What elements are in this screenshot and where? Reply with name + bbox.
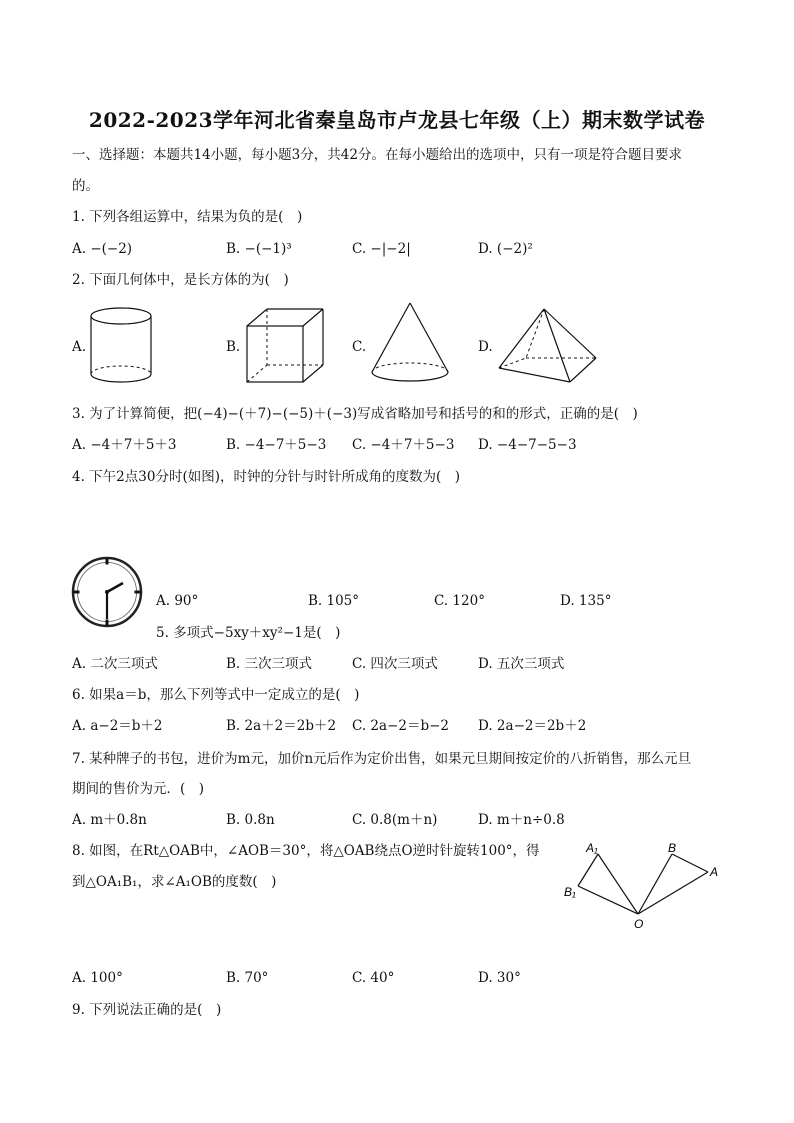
cylinder-figure xyxy=(88,304,156,386)
q4-option-c: C. 120° xyxy=(434,593,485,609)
q8-option-c: C. 40° xyxy=(352,970,395,986)
q8-option-d: D. 30° xyxy=(478,970,521,986)
q5-option-c: C. 四次三项式 xyxy=(352,656,438,672)
q4-option-b: B. 105° xyxy=(308,593,360,609)
question-9-stem: 9. 下列说法正确的是( ) xyxy=(72,1002,222,1018)
question-3-stem: 3. 为了计算简便，把(−4)−(＋7)−(−5)＋(−3)写成省略加号和括号的和的形式，正确的是( ) xyxy=(72,406,638,422)
q3-option-d: D. −4−7−5−3 xyxy=(478,437,577,453)
pyramid-figure xyxy=(496,306,600,386)
q8-option-b: B. 70° xyxy=(226,970,269,986)
q2-label-c: C. xyxy=(352,339,367,355)
label-b: B xyxy=(668,841,677,855)
question-8-stem-line2: 到△OA₁B₁，求∠A₁OB的度数( ) xyxy=(72,874,277,890)
q4-option-a: A. 90° xyxy=(156,593,199,609)
q7-option-b: B. 0.8n xyxy=(226,812,275,828)
section-instructions-line1: 一、选择题：本题共14小题，每小题3分，共42分。在每小题给出的选项中，只有一项是符合题目要求 xyxy=(72,147,682,163)
cube-figure xyxy=(244,306,326,386)
q2-label-b: B. xyxy=(226,339,241,355)
cone-figure xyxy=(368,300,452,388)
label-b1: B₁ xyxy=(564,885,576,899)
q3-option-c: C. −4＋7＋5−3 xyxy=(352,437,455,453)
label-a1: A₁ xyxy=(586,841,598,855)
question-6-stem: 6. 如果a＝b，那么下列等式中一定成立的是( ) xyxy=(72,687,360,703)
q3-option-a: A. −4＋7＋5＋3 xyxy=(72,437,177,453)
q6-option-b: B. 2a＋2＝2b＋2 xyxy=(226,718,337,734)
question-7-stem-line1: 7. 某种牌子的书包，进价为m元，加价n元后作为定价出售，如果元旦期间按定价的八折销售，那么元旦 xyxy=(72,751,692,767)
label-o: O xyxy=(634,917,644,931)
q7-option-d: D. m＋n÷0.8 xyxy=(478,812,565,828)
q1-option-a: A. −(−2) xyxy=(72,241,133,257)
q7-option-a: A. m＋0.8n xyxy=(72,812,147,828)
label-a: A xyxy=(710,865,719,879)
q6-option-c: C. 2a−2＝b−2 xyxy=(352,718,450,734)
q7-option-c: C. 0.8(m＋n) xyxy=(352,812,438,828)
question-7-stem-line2: 期间的售价为元．( ) xyxy=(72,781,205,797)
clock-figure xyxy=(70,555,144,629)
q1-option-d: D. (−2)² xyxy=(478,241,533,257)
section-instructions-line2: 的。 xyxy=(72,178,99,194)
q3-option-b: B. −4−7＋5−3 xyxy=(226,437,327,453)
q6-option-a: A. a−2＝b＋2 xyxy=(72,718,163,734)
rotation-figure xyxy=(556,836,726,932)
q1-option-c: C. −|−2| xyxy=(352,241,411,257)
question-8-stem-line1: 8. 如图，在Rt△OAB中，∠AOB＝30°，将△OAB绕点O逆时针旋转100°，得 xyxy=(72,843,540,859)
q8-option-a: A. 100° xyxy=(72,970,123,986)
q2-label-a: A. xyxy=(72,339,87,355)
question-2-stem: 2. 下面几何体中，是长方体的为( ) xyxy=(72,272,289,288)
q6-option-d: D. 2a−2＝2b＋2 xyxy=(478,718,587,734)
q1-option-b: B. −(−1)³ xyxy=(226,241,292,257)
page-title: 2022-2023学年河北省秦皇岛市卢龙县七年级（上）期末数学试卷 xyxy=(88,108,706,132)
question-5-stem: 5. 多项式−5xy＋xy²−1是( ) xyxy=(156,625,341,641)
q5-option-a: A. 二次三项式 xyxy=(72,656,158,672)
question-4-stem: 4. 下午2点30分时(如图)，时钟的分针与时针所成角的度数为( ) xyxy=(72,469,461,485)
q5-option-d: D. 五次三项式 xyxy=(478,656,565,672)
question-1-stem: 1. 下列各组运算中，结果为负的是( ) xyxy=(72,209,303,225)
q4-option-d: D. 135° xyxy=(560,593,612,609)
q2-label-d: D. xyxy=(478,339,493,355)
q5-option-b: B. 三次三项式 xyxy=(226,656,313,672)
